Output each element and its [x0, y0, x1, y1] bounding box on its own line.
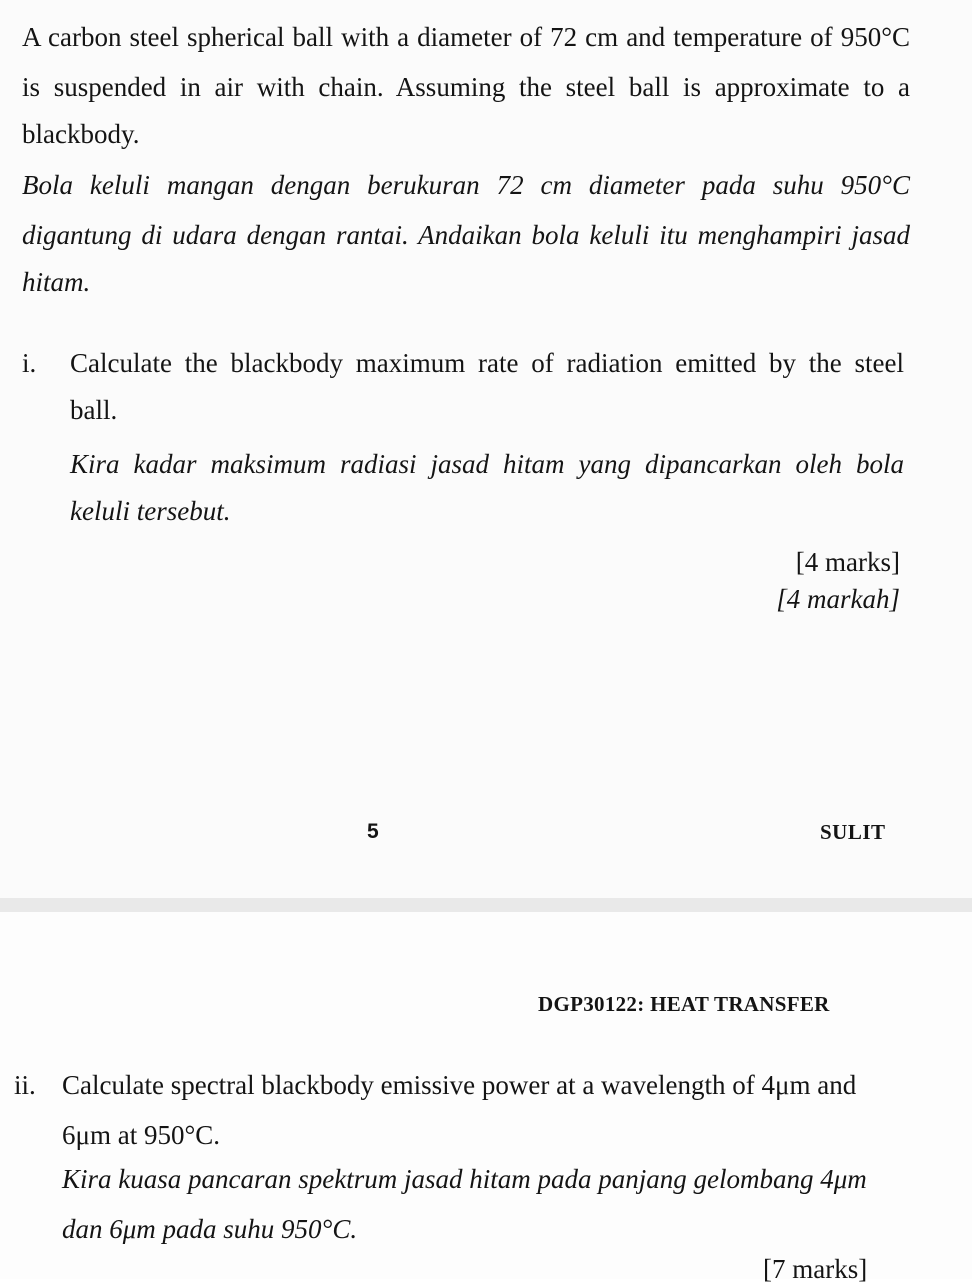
course-header: DGP30122: HEAT TRANSFER: [538, 992, 830, 1016]
intro-en-line-1: A carbon steel spherical ball with a diameter of 72 cm and temperature of 950°C: [22, 22, 910, 52]
question-i-number: i.: [22, 348, 37, 378]
intro-ms-line-1: Bola keluli mangan dengan berukuran 72 cm diameter pada suhu 950°C: [22, 170, 910, 200]
intro-ms-line-3: hitam.: [22, 267, 91, 297]
classification-label: SULIT: [820, 820, 886, 844]
question-i-en-line-1: Calculate the blackbody maximum rate of radiation emitted by the steel: [70, 348, 904, 378]
question-i-en-line-2: ball.: [70, 395, 118, 425]
page-number: 5: [367, 820, 379, 843]
intro-en-line-2: is suspended in air with chain. Assuming the steel ball is approximate to a: [22, 72, 910, 102]
intro-ms-line-2: digantung di udara dengan rantai. Andaikan bola keluli itu menghampiri jasad: [22, 220, 910, 250]
question-ii-ms-line-1: Kira kuasa pancaran spektrum jasad hitam pada panjang gelombang 4μm: [62, 1164, 867, 1194]
question-ii-ms-line-2: dan 6μm pada suhu 950°C.: [62, 1214, 358, 1244]
question-i-ms-line-1: Kira kadar maksimum radiasi jasad hitam yang dipancarkan oleh bola: [70, 449, 904, 479]
question-ii-en-line-1: Calculate spectral blackbody emissive power at a wavelength of 4μm and: [62, 1070, 857, 1100]
intro-en-line-3: blackbody.: [22, 119, 140, 149]
question-i-marks-en: [4 marks]: [795, 547, 900, 577]
question-ii-en-line-2: 6μm at 950°C.: [62, 1120, 221, 1150]
page-separator: [0, 898, 972, 912]
question-ii-number: ii.: [14, 1070, 36, 1100]
question-i-ms-line-2: keluli tersebut.: [70, 496, 231, 526]
question-i-marks-ms: [4 markah]: [776, 584, 900, 614]
question-ii-marks-en: [7 marks]: [763, 1254, 868, 1284]
